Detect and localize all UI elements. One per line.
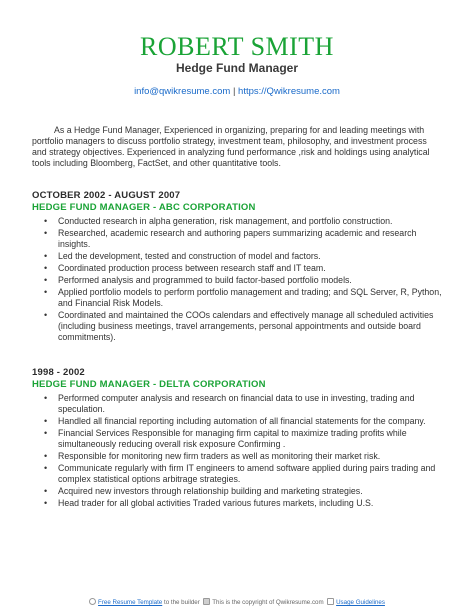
list-item: • Acquired new investors through relationship building and marketing strategies. [44, 486, 363, 496]
bullet-icon: • [44, 393, 48, 403]
job-role: HEDGE FUND MANAGER - ABC CORPORATION [32, 202, 256, 213]
summary-paragraph: As a Hedge Fund Manager, Experienced in organizing, preparing for and leading meetings with portfolio managers to discuss portfolio strategy, investment team, philosophy, and investment process and strategy objectives. Experienced in analyzing fund performance ,risk and holdings using analytical tools including Bloomberg, FactSet, and other quantitative tools. [32, 125, 430, 168]
bullet-icon: • [44, 463, 48, 473]
bullet-icon: • [44, 428, 48, 438]
list-item: • Handled all financial reporting including automation of all financial statements for the company. [44, 416, 426, 426]
list-item: • Performed computer analysis and research on financial data to use in investing, trading and speculation. [44, 393, 415, 414]
contact-line [0, 86, 474, 98]
bullet-icon: • [44, 216, 48, 226]
footer-builder-text: to the builder [163, 599, 200, 606]
bullet-icon: • [44, 275, 48, 285]
usage-guidelines-link[interactable]: Usage Guidelines [336, 599, 385, 606]
free-resume-template-link[interactable]: Free Resume Template [98, 599, 163, 606]
guidelines-icon [327, 598, 334, 605]
job-bullet-list [32, 216, 444, 343]
list-item: • Communicate regularly with firm IT engineers to amend software applied during pairs trading and complex statistical options arbitrage strategies. [44, 463, 436, 484]
list-item: • Financial Services Responsible for managing firm capital to maximize trading profits while simultaneously reducing overall risk exposure Confirming . [44, 428, 407, 449]
link-icon [89, 598, 96, 605]
copyright-icon [203, 598, 210, 605]
bullet-icon: • [44, 416, 48, 426]
job-dates: 1998 - 2002 [32, 367, 85, 378]
bullet-icon: • [44, 228, 48, 238]
bullet-icon: • [44, 263, 48, 273]
website-link[interactable]: https://Qwikresume.com [238, 86, 340, 97]
list-item: • Responsible for monitoring new firm traders as well as monitoring their market risk. [44, 451, 381, 461]
job-role: HEDGE FUND MANAGER - DELTA CORPORATION [32, 379, 266, 390]
bullet-icon: • [44, 451, 48, 461]
bullet-icon: • [44, 251, 48, 261]
job-bullet-list [32, 393, 444, 509]
list-item: • Applied portfolio models to perform portfolio management and trading; and SQL Server, R, Python, and Financial Risk Models. [44, 287, 442, 308]
list-item: • Conducted research in alpha generation, risk management, and portfolio construction. [44, 216, 393, 226]
bullet-icon: • [44, 310, 48, 320]
footer [0, 598, 474, 607]
list-item: • Researched, academic research and authoring papers summarizing academic and research insights. [44, 228, 417, 249]
list-item: • Head trader for all global activities Traded various futures markets, including U.S. [44, 498, 374, 508]
candidate-title: Hedge Fund Manager [175, 61, 298, 75]
job-section-delta [32, 367, 444, 510]
list-item: • Performed analysis and programmed to build factor-based portfolio models. [44, 275, 352, 285]
bullet-icon: • [44, 498, 48, 508]
bullet-icon: • [44, 486, 48, 496]
contact-separator: | [232, 86, 236, 97]
job-section-abc [32, 190, 444, 344]
footer-copyright: This is the copyright of Qwikresume.com [212, 599, 324, 606]
list-item: • Led the development, tested and construction of model and factors. [44, 251, 321, 261]
email-link[interactable]: info@qwikresume.com [134, 86, 231, 97]
list-item: • Coordinated and maintained the COOs calendars and effectively manage all scheduled activities (including business meetings, travel arrangements, personal appointments and outside board commitments). [44, 310, 434, 342]
job-dates: OCTOBER 2002 - AUGUST 2007 [32, 190, 181, 201]
bullet-icon: • [44, 287, 48, 297]
list-item: • Coordinated production process between research staff and IT team. [44, 263, 326, 273]
candidate-name: ROBERT SMITH [140, 32, 334, 61]
